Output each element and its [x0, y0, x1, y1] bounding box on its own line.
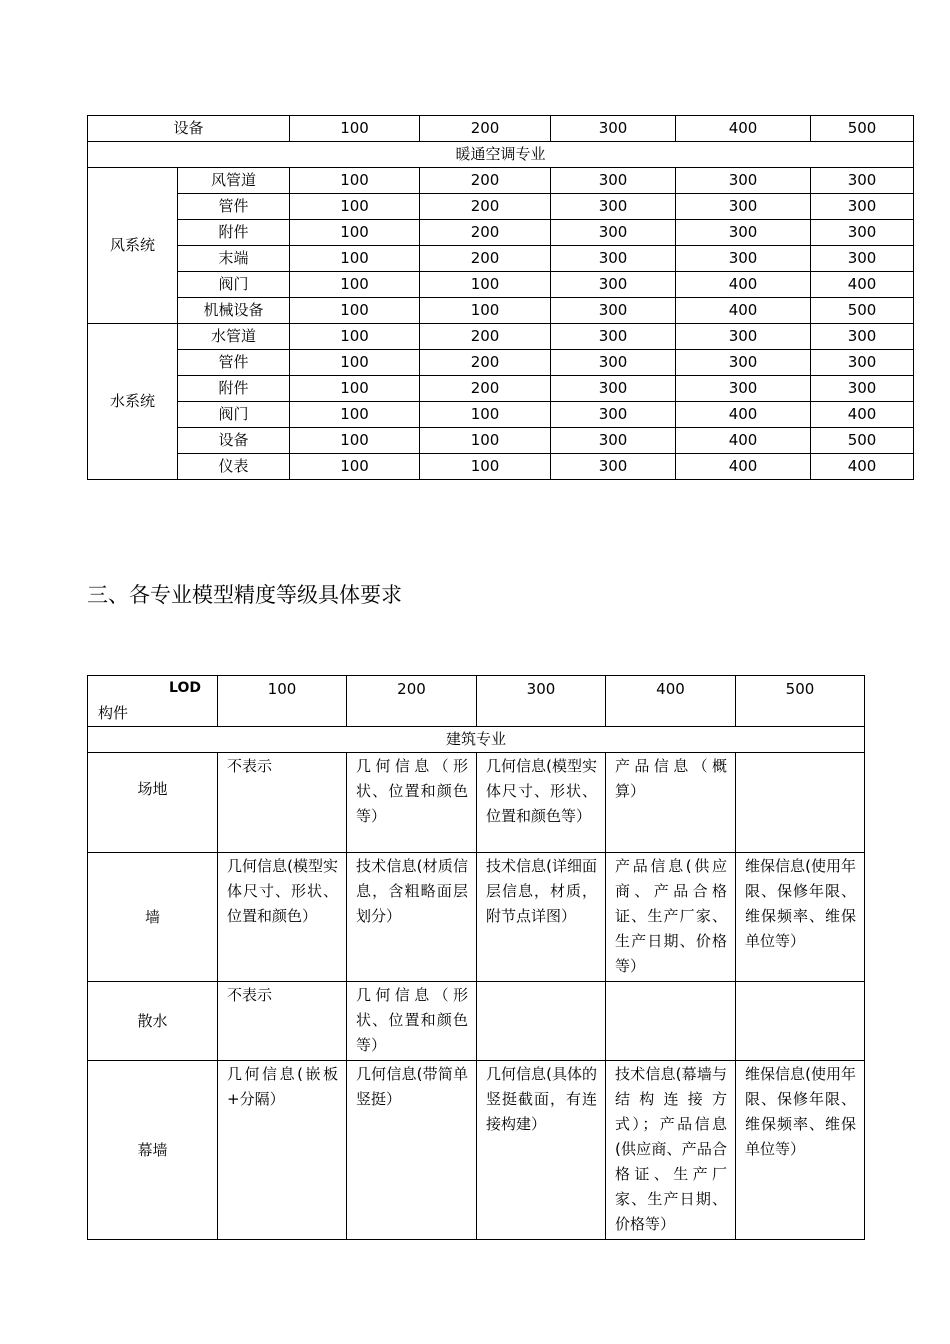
group-label: 风系统: [88, 168, 178, 324]
section-title: 暖通空调专业: [88, 142, 914, 168]
value-cell: 300: [676, 376, 811, 402]
cell: 技术信息(幕墙与结构连接方式）；产品信息(供应商、产品合格证、生产厂家、生产日期、价格等）: [606, 1061, 736, 1240]
header-cell: 400: [676, 116, 811, 142]
header-cell: 设备: [88, 116, 290, 142]
value-cell: 300: [811, 324, 914, 350]
cell: 不表示: [218, 753, 347, 853]
lod-label: LOD: [169, 680, 201, 696]
value-cell: 200: [420, 376, 551, 402]
value-cell: 100: [420, 272, 551, 298]
value-cell: 300: [551, 194, 676, 220]
value-cell: 100: [290, 376, 420, 402]
value-cell: 100: [290, 324, 420, 350]
row-label: 墙: [88, 853, 218, 982]
value-cell: 400: [811, 402, 914, 428]
value-cell: 100: [290, 220, 420, 246]
table-row: [88, 1061, 865, 1240]
header-cell: 500: [736, 676, 865, 727]
value-cell: 100: [420, 298, 551, 324]
cell: 产品信息(供应商、产品合格证、生产厂家、生产日期、价格等）: [606, 853, 736, 982]
table-row: [88, 350, 914, 376]
value-cell: 400: [676, 298, 811, 324]
row-label: 场地: [88, 753, 218, 853]
value-cell: 300: [551, 246, 676, 272]
value-cell: 300: [676, 350, 811, 376]
table-row: [88, 402, 914, 428]
value-cell: 100: [290, 402, 420, 428]
item-cell: 水管道: [178, 324, 290, 350]
item-cell: 仪表: [178, 454, 290, 480]
item-cell: 管件: [178, 194, 290, 220]
hvac-lod-table: [87, 115, 914, 480]
group-label: 水系统: [88, 324, 178, 480]
cell: 不表示: [218, 982, 347, 1061]
value-cell: 500: [811, 428, 914, 454]
value-cell: 300: [811, 194, 914, 220]
value-cell: 400: [676, 402, 811, 428]
value-cell: 300: [811, 246, 914, 272]
item-cell: 末端: [178, 246, 290, 272]
value-cell: 300: [676, 194, 811, 220]
cell: 几何信息(带简单竖挺）: [347, 1061, 477, 1240]
item-cell: 附件: [178, 376, 290, 402]
value-cell: 200: [420, 324, 551, 350]
item-cell: 阀门: [178, 402, 290, 428]
table-row: [88, 168, 914, 194]
value-cell: 300: [551, 376, 676, 402]
value-cell: 100: [290, 454, 420, 480]
value-cell: 300: [551, 324, 676, 350]
value-cell: 100: [420, 428, 551, 454]
table-row: [88, 298, 914, 324]
table-row: [88, 246, 914, 272]
value-cell: 400: [676, 272, 811, 298]
value-cell: 300: [551, 220, 676, 246]
cell: 几何信息（形状、位置和颜色等）: [347, 982, 477, 1061]
value-cell: 100: [290, 246, 420, 272]
value-cell: 500: [811, 298, 914, 324]
value-cell: 400: [811, 272, 914, 298]
table-row: [88, 982, 865, 1061]
cell: 产品信息（概算）: [606, 753, 736, 853]
row-label: 散水: [88, 982, 218, 1061]
header-cell: 300: [551, 116, 676, 142]
header-cell: 300: [477, 676, 606, 727]
value-cell: 300: [811, 376, 914, 402]
cell: 维保信息(使用年限、保修年限、维保频率、维保单位等）: [736, 853, 865, 982]
value-cell: 300: [811, 220, 914, 246]
value-cell: 300: [676, 220, 811, 246]
cell: 技术信息(详细面层信息，材质，附节点详图）: [477, 853, 606, 982]
header-cell: 500: [811, 116, 914, 142]
value-cell: 300: [551, 350, 676, 376]
value-cell: 300: [551, 272, 676, 298]
component-label: 构件: [98, 704, 129, 722]
item-cell: 机械设备: [178, 298, 290, 324]
corner-header-cell: [88, 676, 218, 727]
cell: [736, 982, 865, 1061]
table-header-row: [88, 116, 914, 142]
item-cell: 设备: [178, 428, 290, 454]
table-row: [88, 454, 914, 480]
cell: [736, 753, 865, 853]
value-cell: 400: [676, 454, 811, 480]
header-cell: 400: [606, 676, 736, 727]
table-row: [88, 376, 914, 402]
value-cell: 100: [290, 298, 420, 324]
value-cell: 200: [420, 220, 551, 246]
cell: [606, 982, 736, 1061]
value-cell: 300: [551, 402, 676, 428]
value-cell: 100: [290, 272, 420, 298]
row-label: 幕墙: [88, 1061, 218, 1240]
cell: [477, 982, 606, 1061]
value-cell: 200: [420, 350, 551, 376]
item-cell: 风管道: [178, 168, 290, 194]
section-heading: 三、各专业模型精度等级具体要求: [87, 583, 402, 607]
item-cell: 阀门: [178, 272, 290, 298]
table-row: [88, 220, 914, 246]
value-cell: 300: [811, 350, 914, 376]
table-row: [88, 753, 865, 853]
value-cell: 100: [290, 428, 420, 454]
value-cell: 300: [676, 168, 811, 194]
value-cell: 100: [420, 402, 551, 428]
header-cell: 200: [420, 116, 551, 142]
item-cell: 管件: [178, 350, 290, 376]
value-cell: 400: [811, 454, 914, 480]
value-cell: 300: [551, 454, 676, 480]
cell: 几何信息(具体的竖挺截面，有连接构建）: [477, 1061, 606, 1240]
value-cell: 100: [420, 454, 551, 480]
value-cell: 200: [420, 194, 551, 220]
value-cell: 300: [551, 428, 676, 454]
cell: 维保信息(使用年限、保修年限、维保频率、维保单位等）: [736, 1061, 865, 1240]
section-row: [88, 142, 914, 168]
header-cell: 200: [347, 676, 477, 727]
architecture-lod-table: [87, 675, 865, 1240]
value-cell: 200: [420, 168, 551, 194]
cell: 几何信息(模型实体尺寸、形状、位置和颜色等）: [477, 753, 606, 853]
cell: 几何信息(嵌板+分隔）: [218, 1061, 347, 1240]
table-row: [88, 194, 914, 220]
value-cell: 300: [676, 246, 811, 272]
value-cell: 100: [290, 194, 420, 220]
cell: 几何信息(模型实体尺寸、形状、位置和颜色）: [218, 853, 347, 982]
section-title: 建筑专业: [88, 727, 865, 753]
value-cell: 300: [676, 324, 811, 350]
value-cell: 100: [290, 350, 420, 376]
cell: 技术信息(材质信息，含粗略面层划分）: [347, 853, 477, 982]
value-cell: 300: [551, 168, 676, 194]
table-row: [88, 428, 914, 454]
header-cell: 100: [290, 116, 420, 142]
table-header-row: [88, 676, 865, 727]
value-cell: 200: [420, 246, 551, 272]
value-cell: 400: [676, 428, 811, 454]
cell: 几何信息（形状、位置和颜色等）: [347, 753, 477, 853]
value-cell: 300: [551, 298, 676, 324]
header-cell: 100: [218, 676, 347, 727]
section-row: [88, 727, 865, 753]
value-cell: 100: [290, 168, 420, 194]
item-cell: 附件: [178, 220, 290, 246]
table-row: [88, 324, 914, 350]
table-row: [88, 272, 914, 298]
value-cell: 300: [811, 168, 914, 194]
table-row: [88, 853, 865, 982]
